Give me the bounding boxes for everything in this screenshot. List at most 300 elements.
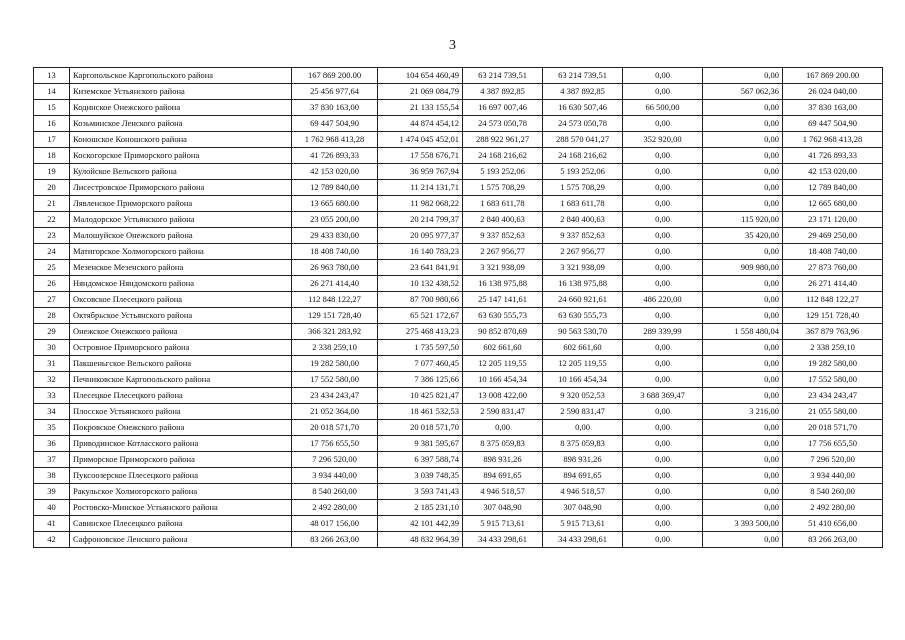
- municipality-name-cell: Лисестровское Приморского района: [70, 180, 292, 196]
- own-revenue-cell: 7 386 125,66: [378, 372, 463, 388]
- subsidies-cell: 16 630 507,46: [543, 100, 623, 116]
- total-revenue-cell: 19 282 580,00: [292, 356, 378, 372]
- adjustment-cell: 0,00: [703, 292, 783, 308]
- row-number-cell: 26: [34, 276, 70, 292]
- subsidies-cell: 5 915 713,61: [543, 516, 623, 532]
- own-revenue-cell: 23 641 841,91: [378, 260, 463, 276]
- row-number-cell: 27: [34, 292, 70, 308]
- municipality-name-cell: Коношское Коношского района: [70, 132, 292, 148]
- own-revenue-cell: 10 132 438,52: [378, 276, 463, 292]
- total-revenue-cell: 2 338 259,10: [292, 340, 378, 356]
- own-revenue-cell: 18 461 532,53: [378, 404, 463, 420]
- own-revenue-cell: 21 133 155,54: [378, 100, 463, 116]
- adjustment-cell: 0,00: [703, 484, 783, 500]
- other-transfers-cell: 0,00: [623, 244, 703, 260]
- municipality-name-cell: Ростовско-Минское Устьянского района: [70, 500, 292, 516]
- total-revenue-cell: 129 151 728,40: [292, 308, 378, 324]
- subsidies-cell: 2 267 956,77: [543, 244, 623, 260]
- own-revenue-cell: 9 381 595,67: [378, 436, 463, 452]
- transfers-cell: 90 852 870,69: [463, 324, 543, 340]
- subsidies-cell: 288 570 041,27: [543, 132, 623, 148]
- municipality-name-cell: Пуксоозерское Плесецкого района: [70, 468, 292, 484]
- other-transfers-cell: 0,00: [623, 340, 703, 356]
- row-number-cell: 23: [34, 228, 70, 244]
- final-total-cell: 3 934 440,00: [783, 468, 883, 484]
- table-row: [34, 452, 883, 468]
- adjustment-cell: 0,00: [703, 276, 783, 292]
- final-total-cell: 83 266 263,00: [783, 532, 883, 548]
- transfers-cell: 894 691,65: [463, 468, 543, 484]
- total-revenue-cell: 17 552 580,00: [292, 372, 378, 388]
- total-revenue-cell: 18 408 740,00: [292, 244, 378, 260]
- subsidies-cell: 16 138 975,88: [543, 276, 623, 292]
- municipality-name-cell: Няндомское Няндомского района: [70, 276, 292, 292]
- subsidies-cell: 1 575 708,29: [543, 180, 623, 196]
- row-number-cell: 17: [34, 132, 70, 148]
- final-total-cell: 129 151 728,40: [783, 308, 883, 324]
- transfers-cell: 16 697 007,46: [463, 100, 543, 116]
- final-total-cell: 23 171 120,00: [783, 212, 883, 228]
- other-transfers-cell: 0,00: [623, 276, 703, 292]
- transfers-cell: 602 661,60: [463, 340, 543, 356]
- row-number-cell: 15: [34, 100, 70, 116]
- own-revenue-cell: 1 735 597,50: [378, 340, 463, 356]
- table-row: [34, 388, 883, 404]
- row-number-cell: 22: [34, 212, 70, 228]
- adjustment-cell: 0,00: [703, 340, 783, 356]
- transfers-cell: 4 946 518,57: [463, 484, 543, 500]
- table-row: [34, 164, 883, 180]
- total-revenue-cell: 29 433 830,00: [292, 228, 378, 244]
- other-transfers-cell: 0,00: [623, 116, 703, 132]
- municipality-name-cell: Кодинское Онежского района: [70, 100, 292, 116]
- own-revenue-cell: 2 185 231,10: [378, 500, 463, 516]
- municipality-name-cell: Плосское Устьянского района: [70, 404, 292, 420]
- transfers-cell: 2 267 956,77: [463, 244, 543, 260]
- adjustment-cell: 0,00: [703, 100, 783, 116]
- total-revenue-cell: 167 869 200.00: [292, 68, 378, 84]
- other-transfers-cell: 0,00: [623, 212, 703, 228]
- subsidies-cell: 898 931,26: [543, 452, 623, 468]
- total-revenue-cell: 112 848 122,27: [292, 292, 378, 308]
- adjustment-cell: 0,00: [703, 132, 783, 148]
- municipality-name-cell: Печниковское Каргопольского района: [70, 372, 292, 388]
- other-transfers-cell: 66 500,00: [623, 100, 703, 116]
- own-revenue-cell: 275 468 413,23: [378, 324, 463, 340]
- other-transfers-cell: 0,00: [623, 500, 703, 516]
- row-number-cell: 24: [34, 244, 70, 260]
- subsidies-cell: 24 660 921,61: [543, 292, 623, 308]
- row-number-cell: 41: [34, 516, 70, 532]
- own-revenue-cell: 104 654 460,49: [378, 68, 463, 84]
- table-row: [34, 516, 883, 532]
- own-revenue-cell: 17 558 676,71: [378, 148, 463, 164]
- transfers-cell: 2 840 400,63: [463, 212, 543, 228]
- adjustment-cell: 0,00: [703, 164, 783, 180]
- adjustment-cell: 0,00: [703, 180, 783, 196]
- final-total-cell: 26 271 414,40: [783, 276, 883, 292]
- other-transfers-cell: 0,00: [623, 196, 703, 212]
- municipality-name-cell: Каргопольское Каргопольского района: [70, 68, 292, 84]
- table-row: [34, 356, 883, 372]
- row-number-cell: 29: [34, 324, 70, 340]
- municipality-name-cell: Козьминское Ленского района: [70, 116, 292, 132]
- final-total-cell: 367 879 763,96: [783, 324, 883, 340]
- subsidies-cell: 4 387 892,85: [543, 84, 623, 100]
- municipality-name-cell: Приморское Приморского района: [70, 452, 292, 468]
- final-total-cell: 7 296 520,00: [783, 452, 883, 468]
- own-revenue-cell: 20 095 977,37: [378, 228, 463, 244]
- transfers-cell: 288 922 961,27: [463, 132, 543, 148]
- own-revenue-cell: 1 474 045 452,01: [378, 132, 463, 148]
- own-revenue-cell: 16 140 783,23: [378, 244, 463, 260]
- municipality-name-cell: Оксовское Плесецкого района: [70, 292, 292, 308]
- subsidies-cell: 9 337 852,63: [543, 228, 623, 244]
- total-revenue-cell: 2 492 280,00: [292, 500, 378, 516]
- own-revenue-cell: 11 982 068,22: [378, 196, 463, 212]
- row-number-cell: 18: [34, 148, 70, 164]
- other-transfers-cell: 0,00: [623, 164, 703, 180]
- total-revenue-cell: 48 017 156,00: [292, 516, 378, 532]
- other-transfers-cell: 0,00: [623, 404, 703, 420]
- transfers-cell: 10 166 454,34: [463, 372, 543, 388]
- own-revenue-cell: 7 077 460,45: [378, 356, 463, 372]
- municipality-name-cell: Киземское Устьянского района: [70, 84, 292, 100]
- table-row: [34, 100, 883, 116]
- adjustment-cell: 0,00: [703, 372, 783, 388]
- final-total-cell: 112 848 122,27: [783, 292, 883, 308]
- row-number-cell: 34: [34, 404, 70, 420]
- row-number-cell: 14: [34, 84, 70, 100]
- other-transfers-cell: 3 688 369,47: [623, 388, 703, 404]
- own-revenue-cell: 87 700 980,66: [378, 292, 463, 308]
- transfers-cell: 63 630 555,73: [463, 308, 543, 324]
- own-revenue-cell: 10 425 821,47: [378, 388, 463, 404]
- table-row: [34, 484, 883, 500]
- subsidies-cell: 8 375 059,83: [543, 436, 623, 452]
- subsidies-cell: 9 320 052,53: [543, 388, 623, 404]
- page-number: 3: [449, 38, 456, 53]
- row-number-cell: 25: [34, 260, 70, 276]
- final-total-cell: 29 469 250,00: [783, 228, 883, 244]
- subsidies-cell: 5 193 252,06: [543, 164, 623, 180]
- other-transfers-cell: 0,00: [623, 516, 703, 532]
- municipality-name-cell: Плесецкое Плесецкого района: [70, 388, 292, 404]
- other-transfers-cell: 0,00: [623, 180, 703, 196]
- row-number-cell: 33: [34, 388, 70, 404]
- table-row: [34, 468, 883, 484]
- final-total-cell: 37 830 163,00: [783, 100, 883, 116]
- transfers-cell: 307 048,90: [463, 500, 543, 516]
- final-total-cell: 2 338 259,10: [783, 340, 883, 356]
- final-total-cell: 51 410 656,00: [783, 516, 883, 532]
- total-revenue-cell: 25 456 977,64: [292, 84, 378, 100]
- adjustment-cell: 3 393 500,00: [703, 516, 783, 532]
- table-row: [34, 532, 883, 548]
- total-revenue-cell: 26 271 414,40: [292, 276, 378, 292]
- row-number-cell: 35: [34, 420, 70, 436]
- row-number-cell: 28: [34, 308, 70, 324]
- transfers-cell: 12 205 119,55: [463, 356, 543, 372]
- subsidies-cell: 34 433 298,61: [543, 532, 623, 548]
- own-revenue-cell: 36 959 767,94: [378, 164, 463, 180]
- final-total-cell: 19 282 580,00: [783, 356, 883, 372]
- final-total-cell: 17 756 655,50: [783, 436, 883, 452]
- municipality-name-cell: Приводинское Котласского района: [70, 436, 292, 452]
- final-total-cell: 21 055 580,00: [783, 404, 883, 420]
- other-transfers-cell: 0,00: [623, 356, 703, 372]
- total-revenue-cell: 12 789 840,00: [292, 180, 378, 196]
- final-total-cell: 27 873 760,00: [783, 260, 883, 276]
- budget-table: [33, 67, 883, 548]
- other-transfers-cell: 0,00: [623, 84, 703, 100]
- total-revenue-cell: 7 296 520,00: [292, 452, 378, 468]
- subsidies-cell: 0,00: [543, 420, 623, 436]
- adjustment-cell: 0,00: [703, 308, 783, 324]
- table-row: [34, 420, 883, 436]
- subsidies-cell: 24 168 216,62: [543, 148, 623, 164]
- subsidies-cell: 63 214 739,51: [543, 68, 623, 84]
- total-revenue-cell: 17 756 655,50: [292, 436, 378, 452]
- table-row: [34, 404, 883, 420]
- adjustment-cell: 3 216,00: [703, 404, 783, 420]
- table-row: [34, 212, 883, 228]
- transfers-cell: 13 008 422,00: [463, 388, 543, 404]
- total-revenue-cell: 3 934 440,00: [292, 468, 378, 484]
- transfers-cell: 898 931,26: [463, 452, 543, 468]
- transfers-cell: 24 168 216,62: [463, 148, 543, 164]
- municipality-name-cell: Сафроновское Ленского района: [70, 532, 292, 548]
- own-revenue-cell: 3 593 741,43: [378, 484, 463, 500]
- final-total-cell: 69 447 504,90: [783, 116, 883, 132]
- municipality-name-cell: Октябрьское Устьянского района: [70, 308, 292, 324]
- municipality-name-cell: Лявленское Приморского района: [70, 196, 292, 212]
- other-transfers-cell: 0,00: [623, 68, 703, 84]
- own-revenue-cell: 65 521 172,67: [378, 308, 463, 324]
- municipality-name-cell: Пакшеньгское Вельского района: [70, 356, 292, 372]
- transfers-cell: 25 147 141,61: [463, 292, 543, 308]
- transfers-cell: 0,00: [463, 420, 543, 436]
- adjustment-cell: 0,00: [703, 356, 783, 372]
- other-transfers-cell: 0,00: [623, 260, 703, 276]
- other-transfers-cell: 0,00: [623, 148, 703, 164]
- final-total-cell: 2 492 280,00: [783, 500, 883, 516]
- final-total-cell: 12 789 840,00: [783, 180, 883, 196]
- row-number-cell: 39: [34, 484, 70, 500]
- total-revenue-cell: 13 665 680.00: [292, 196, 378, 212]
- total-revenue-cell: 42 153 020,00: [292, 164, 378, 180]
- subsidies-cell: 10 166 454,34: [543, 372, 623, 388]
- final-total-cell: 23 434 243,47: [783, 388, 883, 404]
- municipality-name-cell: Островное Приморского района: [70, 340, 292, 356]
- other-transfers-cell: 0,00: [623, 452, 703, 468]
- subsidies-cell: 4 946 518,57: [543, 484, 623, 500]
- own-revenue-cell: 20 214 799,37: [378, 212, 463, 228]
- subsidies-cell: 63 630 555,73: [543, 308, 623, 324]
- table-row: [34, 68, 883, 84]
- subsidies-cell: 2 590 831,47: [543, 404, 623, 420]
- table-row: [34, 132, 883, 148]
- row-number-cell: 38: [34, 468, 70, 484]
- final-total-cell: 12 665 680,00: [783, 196, 883, 212]
- table-row: [34, 292, 883, 308]
- subsidies-cell: 602 661,60: [543, 340, 623, 356]
- transfers-cell: 24 573 050,78: [463, 116, 543, 132]
- municipality-name-cell: Покровское Онежского района: [70, 420, 292, 436]
- own-revenue-cell: 11 214 131,71: [378, 180, 463, 196]
- adjustment-cell: 0,00: [703, 388, 783, 404]
- other-transfers-cell: 352 920,00: [623, 132, 703, 148]
- final-total-cell: 1 762 968 413,28: [783, 132, 883, 148]
- transfers-cell: 16 138 975,88: [463, 276, 543, 292]
- other-transfers-cell: 0,00: [623, 372, 703, 388]
- final-total-cell: 17 552 580,00: [783, 372, 883, 388]
- own-revenue-cell: 20 018 571,70: [378, 420, 463, 436]
- subsidies-cell: 90 563 530,70: [543, 324, 623, 340]
- municipality-name-cell: Малошуйское Онежского района: [70, 228, 292, 244]
- other-transfers-cell: 486 220,00: [623, 292, 703, 308]
- total-revenue-cell: 8 540 260,00: [292, 484, 378, 500]
- adjustment-cell: 0,00: [703, 244, 783, 260]
- municipality-name-cell: Ракульское Холмогорского района: [70, 484, 292, 500]
- adjustment-cell: 0,00: [703, 68, 783, 84]
- row-number-cell: 19: [34, 164, 70, 180]
- total-revenue-cell: 23 434 243,47: [292, 388, 378, 404]
- transfers-cell: 5 915 713,61: [463, 516, 543, 532]
- final-total-cell: 8 540 260,00: [783, 484, 883, 500]
- subsidies-cell: 12 205 119,55: [543, 356, 623, 372]
- row-number-cell: 20: [34, 180, 70, 196]
- other-transfers-cell: 0,00: [623, 420, 703, 436]
- other-transfers-cell: 0,00: [623, 468, 703, 484]
- table-row: [34, 148, 883, 164]
- total-revenue-cell: 23 055 200,00: [292, 212, 378, 228]
- transfers-cell: 9 337 852,63: [463, 228, 543, 244]
- transfers-cell: 1 575 708,29: [463, 180, 543, 196]
- total-revenue-cell: 69 447 504,90: [292, 116, 378, 132]
- adjustment-cell: 567 062,36: [703, 84, 783, 100]
- adjustment-cell: 1 558 480,04: [703, 324, 783, 340]
- final-total-cell: 42 153 020,00: [783, 164, 883, 180]
- adjustment-cell: 115 920,00: [703, 212, 783, 228]
- total-revenue-cell: 26 963 780,00: [292, 260, 378, 276]
- total-revenue-cell: 1 762 968 413,28: [292, 132, 378, 148]
- table-row: [34, 340, 883, 356]
- other-transfers-cell: 0,00: [623, 228, 703, 244]
- municipality-name-cell: Матигорское Холмогорского района: [70, 244, 292, 260]
- total-revenue-cell: 83 266 263,00: [292, 532, 378, 548]
- other-transfers-cell: 0,00: [623, 484, 703, 500]
- adjustment-cell: 0,00: [703, 500, 783, 516]
- table-row: [34, 276, 883, 292]
- final-total-cell: 20 018 571,70: [783, 420, 883, 436]
- adjustment-cell: 0,00: [703, 420, 783, 436]
- table-row: [34, 500, 883, 516]
- row-number-cell: 36: [34, 436, 70, 452]
- adjustment-cell: 0,00: [703, 116, 783, 132]
- municipality-name-cell: Мезенское Мезенского района: [70, 260, 292, 276]
- table-row: [34, 324, 883, 340]
- total-revenue-cell: 20 018 571,70: [292, 420, 378, 436]
- other-transfers-cell: 289 339,99: [623, 324, 703, 340]
- own-revenue-cell: 21 069 084,79: [378, 84, 463, 100]
- municipality-name-cell: Онежское Онежского района: [70, 324, 292, 340]
- transfers-cell: 63 214 739,51: [463, 68, 543, 84]
- table-row: [34, 260, 883, 276]
- table-row: [34, 196, 883, 212]
- total-revenue-cell: 366 321 283,92: [292, 324, 378, 340]
- municipality-name-cell: Коскогорское Приморского района: [70, 148, 292, 164]
- subsidies-cell: 307 048,90: [543, 500, 623, 516]
- adjustment-cell: 0,00: [703, 436, 783, 452]
- adjustment-cell: 0,00: [703, 148, 783, 164]
- adjustment-cell: 0,00: [703, 196, 783, 212]
- subsidies-cell: 1 683 611,78: [543, 196, 623, 212]
- transfers-cell: 2 590 831,47: [463, 404, 543, 420]
- table-body: [34, 68, 883, 548]
- own-revenue-cell: 42 101 442,39: [378, 516, 463, 532]
- row-number-cell: 31: [34, 356, 70, 372]
- own-revenue-cell: 44 874 454,12: [378, 116, 463, 132]
- transfers-cell: 4 387 892,85: [463, 84, 543, 100]
- transfers-cell: 5 193 252,06: [463, 164, 543, 180]
- table-row: [34, 228, 883, 244]
- subsidies-cell: 894 691,65: [543, 468, 623, 484]
- table-row: [34, 84, 883, 100]
- row-number-cell: 30: [34, 340, 70, 356]
- subsidies-cell: 2 840 400,63: [543, 212, 623, 228]
- table-row: [34, 244, 883, 260]
- transfers-cell: 3 321 938,09: [463, 260, 543, 276]
- subsidies-cell: 3 321 938,09: [543, 260, 623, 276]
- other-transfers-cell: 0,00: [623, 436, 703, 452]
- row-number-cell: 42: [34, 532, 70, 548]
- total-revenue-cell: 21 052 364,00: [292, 404, 378, 420]
- final-total-cell: 18 408 740,00: [783, 244, 883, 260]
- total-revenue-cell: 41 726 893,33: [292, 148, 378, 164]
- own-revenue-cell: 3 039 748,35: [378, 468, 463, 484]
- adjustment-cell: 0,00: [703, 532, 783, 548]
- own-revenue-cell: 48 832 964,39: [378, 532, 463, 548]
- final-total-cell: 167 869 200.00: [783, 68, 883, 84]
- adjustment-cell: 0,00: [703, 468, 783, 484]
- adjustment-cell: 909 980,00: [703, 260, 783, 276]
- table-row: [34, 436, 883, 452]
- municipality-name-cell: Малодорское Устьянского района: [70, 212, 292, 228]
- other-transfers-cell: 0,00: [623, 308, 703, 324]
- row-number-cell: 32: [34, 372, 70, 388]
- adjustment-cell: 0,00: [703, 452, 783, 468]
- table-row: [34, 372, 883, 388]
- final-total-cell: 26 024 040,00: [783, 84, 883, 100]
- row-number-cell: 16: [34, 116, 70, 132]
- total-revenue-cell: 37 830 163,00: [292, 100, 378, 116]
- row-number-cell: 21: [34, 196, 70, 212]
- table-row: [34, 308, 883, 324]
- transfers-cell: 8 375 059,83: [463, 436, 543, 452]
- municipality-name-cell: Савинское Плесецкого района: [70, 516, 292, 532]
- row-number-cell: 13: [34, 68, 70, 84]
- subsidies-cell: 24 573 050,78: [543, 116, 623, 132]
- table-row: [34, 116, 883, 132]
- own-revenue-cell: 6 397 588,74: [378, 452, 463, 468]
- other-transfers-cell: 0,00: [623, 532, 703, 548]
- row-number-cell: 37: [34, 452, 70, 468]
- municipality-name-cell: Кулойское Вельского района: [70, 164, 292, 180]
- row-number-cell: 40: [34, 500, 70, 516]
- table-row: [34, 180, 883, 196]
- final-total-cell: 41 726 893,33: [783, 148, 883, 164]
